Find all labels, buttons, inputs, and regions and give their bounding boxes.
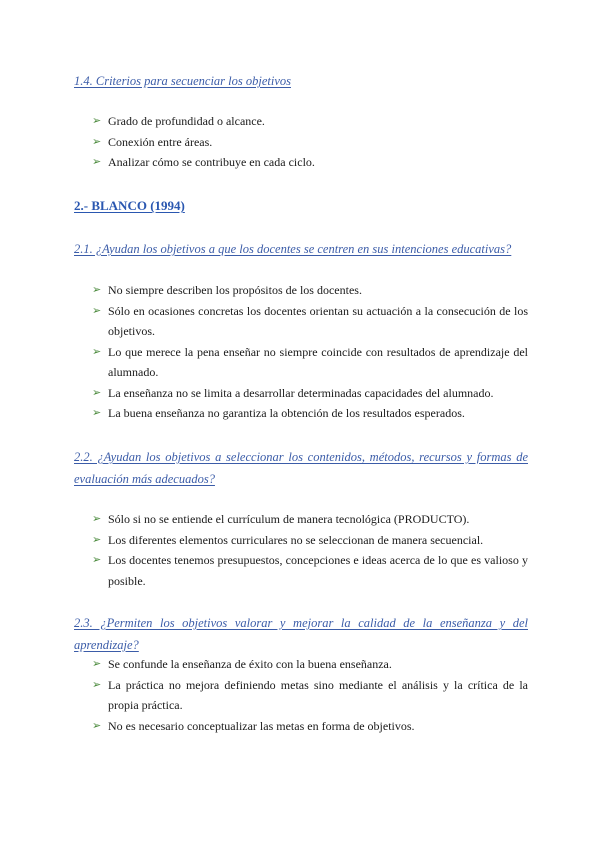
arrow-bullet-icon: ➢ (92, 155, 102, 168)
list-item: ➢ La enseñanza no se limita a desarrollar determinadas capacidades del alumnado. (92, 383, 528, 404)
arrow-bullet-icon: ➢ (92, 134, 102, 148)
list-item: ➢ La práctica no mejora definiendo metas sino mediante el análisis y la crítica de la propia práctica. (92, 675, 528, 716)
section-heading-1-4: 1.4. Criterios para secuenciar los objetivos (74, 74, 291, 88)
list-item: ➢ Analizar cómo se contribuye en cada ciclo. (92, 152, 528, 173)
list-item: ➢ Sólo en ocasiones concretas los docentes orientan su actuación a la consecución de los objetivos. (92, 301, 528, 342)
section-heading-2-1: 2.1. ¿Ayudan los objetivos a que los docentes se centren en sus intenciones educativas? (74, 242, 512, 256)
list-item: ➢ Sólo si no se entiende el currículum de manera tecnológica (PRODUCTO). (92, 509, 528, 530)
list-item: ➢ Lo que merece la pena enseñar no siempre coincide con resultados de aprendizaje del alumnado. (92, 342, 528, 383)
list-item: ➢ Los diferentes elementos curriculares no se seleccionan de manera secuencial. (92, 530, 528, 551)
list-item: ➢ No siempre describen los propósitos de los docentes. (92, 280, 528, 301)
bullet-list-2-1 (92, 280, 528, 424)
section-heading-2-2: 2.2. ¿Ayudan los objetivos a seleccionar los contenidos, métodos, recursos y formas de evaluación más adecuados? (74, 450, 528, 486)
arrow-bullet-icon: ➢ (92, 553, 102, 566)
arrow-bullet-icon: ➢ (92, 283, 102, 296)
list-item: ➢ La buena enseñanza no garantiza la obtención de los resultados esperados. (92, 403, 528, 424)
list-item: ➢ No es necesario conceptualizar las metas en forma de objetivos. (92, 716, 528, 737)
list-item: ➢ Los docentes tenemos presupuestos, concepciones e ideas acerca de lo que es valioso y posible. (92, 550, 528, 591)
list-item: ➢ Conexión entre áreas. (92, 132, 528, 153)
bullet-list-1-4 (92, 111, 528, 173)
list-item: ➢ Se confunde la enseñanza de éxito con la buena enseñanza. (92, 654, 528, 675)
arrow-bullet-icon: ➢ (92, 303, 102, 317)
arrow-bullet-icon: ➢ (92, 718, 102, 732)
arrow-bullet-icon: ➢ (92, 532, 102, 546)
list-item: ➢ Grado de profundidad o alcance. (92, 111, 528, 132)
major-heading-blanco: 2.- BLANCO (1994) (74, 198, 185, 213)
arrow-bullet-icon: ➢ (92, 114, 102, 127)
arrow-bullet-icon: ➢ (92, 677, 102, 691)
bullet-list-2-3 (92, 654, 528, 736)
arrow-bullet-icon: ➢ (92, 385, 102, 399)
arrow-bullet-icon: ➢ (92, 344, 102, 358)
arrow-bullet-icon: ➢ (92, 406, 102, 419)
bullet-list-2-2 (92, 509, 528, 591)
arrow-bullet-icon: ➢ (92, 512, 102, 525)
arrow-bullet-icon: ➢ (92, 657, 102, 670)
section-heading-2-3: 2.3. ¿Permiten los objetivos valorar y mejorar la calidad de la enseñanza y del aprendizaje? (74, 616, 528, 652)
